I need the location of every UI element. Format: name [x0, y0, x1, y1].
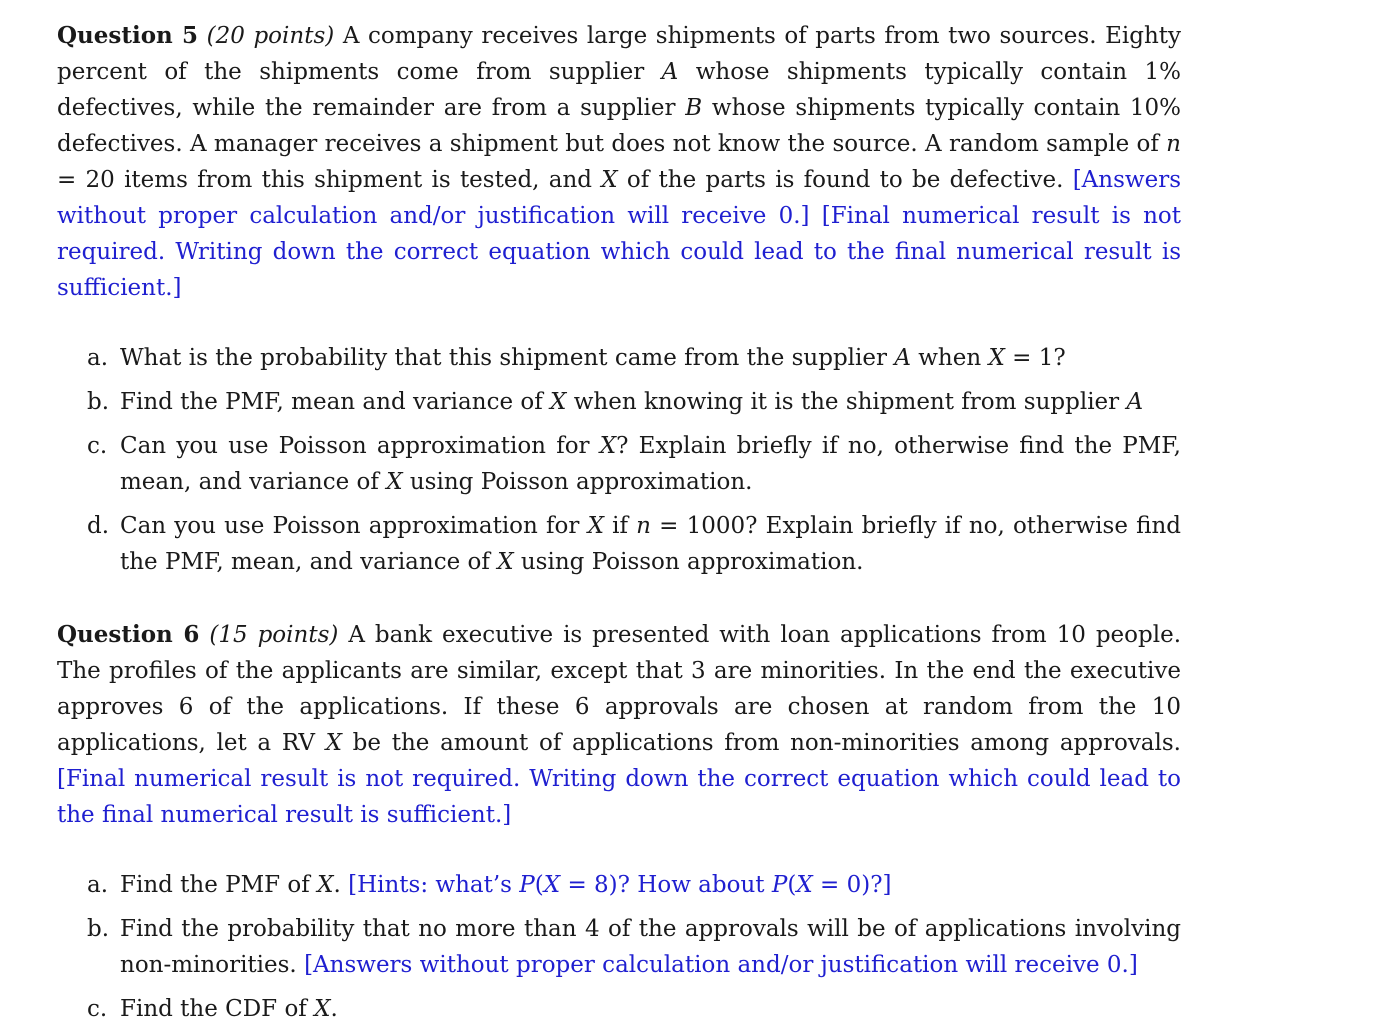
part-label: b.	[87, 916, 110, 942]
q5-var-n: n	[1166, 131, 1181, 157]
part-text: = 1000? Explain briefly if no, otherwise find the PMF, mean, and variance of	[120, 513, 1181, 575]
hint-var: X	[796, 872, 813, 898]
question-5-stem	[57, 18, 1181, 306]
document-page	[57, 18, 1181, 1035]
question-5-title: Question 5	[57, 22, 199, 49]
part-var: n	[636, 513, 651, 539]
q5-var-b: B	[685, 95, 703, 121]
part-label: a.	[87, 872, 109, 898]
q6-text: be the amount of applications from non-minorities among approvals.	[342, 730, 1181, 756]
part-text: Find the PMF of	[120, 872, 318, 898]
q5-text: whose shipments typically contain 10% defectives. A manager receives a shipment but does not know the source. A random sample of	[57, 95, 1181, 157]
part-text: when knowing it is the shipment from supplier	[566, 389, 1127, 415]
part-text: Can you use Poisson approximation for	[120, 433, 600, 459]
q5-var-a: A	[661, 59, 679, 85]
q5-note-justification: [Answers without proper calculation and/or justification will receive 0.]	[57, 167, 1181, 229]
q6-hint	[348, 872, 891, 898]
q5-text: of the parts is found to be defective.	[617, 167, 1073, 193]
q6-part-a	[57, 867, 1181, 903]
q6-note-final-result: [Final numerical result is not required. Writing down the correct equation which could lead to the final numerical result is sufficient.]	[57, 766, 1181, 828]
hint-text: (	[534, 872, 544, 898]
part-text: .	[333, 872, 349, 898]
q5-text: = 20 items from this shipment is tested, and	[57, 167, 602, 193]
hint-var: P	[519, 872, 535, 898]
q6-var-x: X	[325, 730, 342, 756]
question-6	[57, 617, 1181, 1027]
part-text: using Poisson approximation.	[402, 469, 753, 495]
part-var: X	[497, 549, 514, 575]
part-text: = 1?	[1004, 345, 1066, 371]
part-var: X	[314, 996, 331, 1022]
q6-part-c	[57, 991, 1181, 1027]
question-5-parts	[57, 340, 1181, 580]
part-var: X	[550, 389, 567, 415]
hint-text: (	[787, 872, 797, 898]
q5-part-c	[57, 428, 1181, 500]
q6-note-justification: [Answers without proper calculation and/or justification will receive 0.]	[304, 952, 1138, 978]
q5-text: whose shipments typically contain 1% defectives, while the remainder are from a supplier	[57, 59, 1181, 121]
q5-var-x: X	[601, 167, 618, 193]
hint-text: = 0)?]	[812, 872, 892, 898]
q6-part-b	[57, 911, 1181, 983]
part-text: Can you use Poisson approximation for	[120, 513, 588, 539]
q5-part-b	[57, 384, 1181, 420]
hint-text: [Hints: what’s	[348, 872, 520, 898]
hint-text: = 8)? How about	[560, 872, 772, 898]
question-6-stem	[57, 617, 1181, 833]
q5-note-final-result: [Final numerical result is not required. Writing down the correct equation which could lead to the final numerical result is sufficient.]	[57, 203, 1181, 301]
q5-part-d	[57, 508, 1181, 580]
part-text: using Poisson approximation.	[513, 549, 864, 575]
hint-var: P	[771, 872, 788, 898]
part-var: A	[894, 345, 911, 371]
question-5-points: (20 points)	[206, 23, 335, 49]
q6-text: A bank executive is presented with loan applications from 10 people. The profiles of the applicants are similar, except that 3 are minorities. In the end the executive approves 6 of the applications. If these 6 approvals are chosen at random from the 10 applications, let a RV	[57, 622, 1182, 756]
question-5	[57, 18, 1181, 580]
part-text: What is the probability that this shipment came from the supplier	[120, 345, 895, 371]
part-var: X	[317, 872, 334, 898]
part-text: Find the CDF of	[120, 996, 315, 1022]
part-label: a.	[87, 345, 109, 371]
part-label: b.	[87, 389, 110, 415]
part-var: X	[386, 469, 403, 495]
question-6-title: Question 6	[57, 621, 200, 648]
part-text: Find the PMF, mean and variance of	[120, 389, 551, 415]
part-var: X	[599, 433, 617, 459]
part-text: Find the probability that no more than 4 of the approvals will be of applications involving non-minorities.	[120, 916, 1181, 978]
part-var: A	[1126, 389, 1144, 415]
q5-space	[810, 203, 822, 229]
part-label: c.	[87, 433, 108, 459]
q5-text: A company receives large shipments of parts from two sources. Eighty percent of the shipments come from supplier	[57, 23, 1182, 85]
part-var: X	[988, 345, 1005, 371]
part-label: d.	[87, 513, 110, 539]
part-text: .	[330, 996, 338, 1022]
part-text: ? Explain briefly if no, otherwise find the PMF, mean, and variance of	[120, 433, 1181, 495]
hint-var: X	[543, 872, 561, 898]
question-6-points: (15 points)	[209, 622, 339, 648]
question-6-parts	[57, 867, 1181, 1027]
part-var: X	[587, 513, 604, 539]
q5-part-a	[57, 340, 1181, 376]
part-text: when	[910, 345, 989, 371]
part-label: c.	[87, 996, 108, 1022]
part-text: if	[603, 513, 637, 539]
